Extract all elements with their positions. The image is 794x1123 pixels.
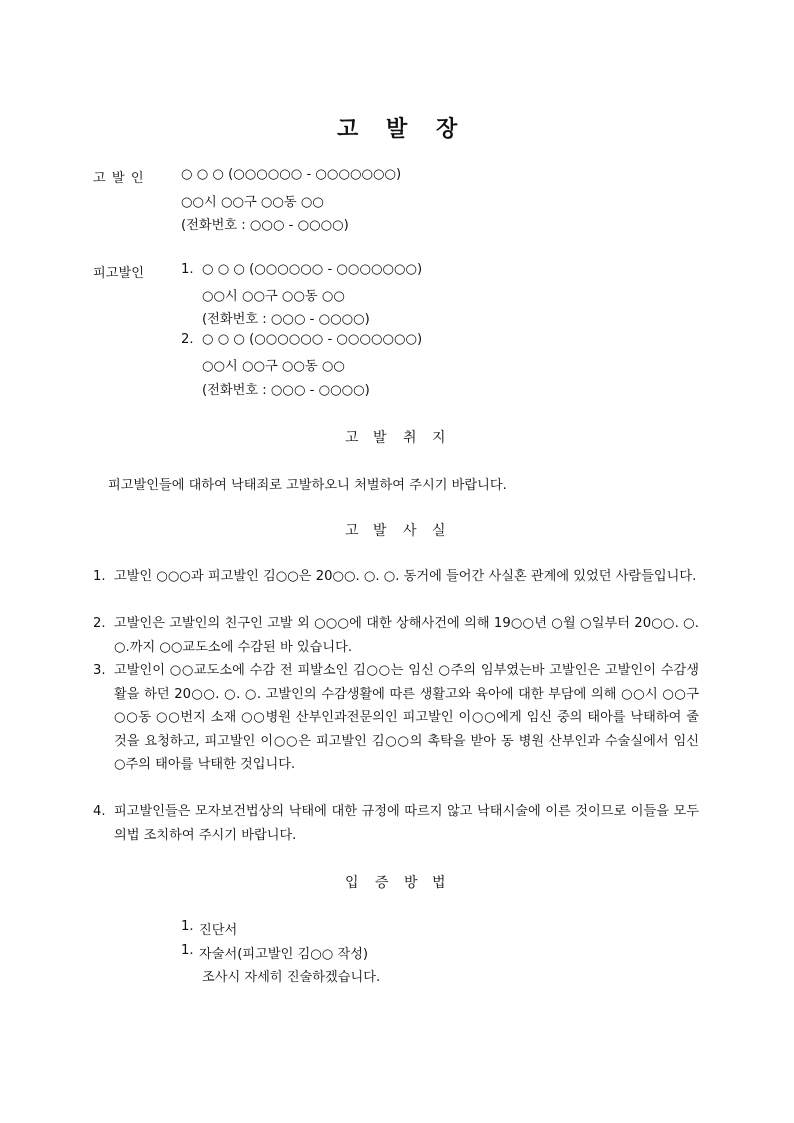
purpose-heading-char-2: 발 (373, 430, 387, 446)
fact-item-4 (93, 800, 699, 847)
purpose-text: 피고발인들에 대하여 낙태죄로 고발하오니 처벌하여 주시기 바랍니다. (108, 478, 507, 493)
complainant-phone: (전화번호 : ○○○ - ○○○○) (181, 218, 349, 233)
evidence-note: 조사시 자세히 진술하겠습니다. (202, 970, 381, 985)
evidence-2-text: 자술서(피고발인 김○○ 작성) (199, 947, 369, 962)
title-char-3: 장 (436, 117, 458, 142)
evidence-heading-char-1: 입 (345, 875, 359, 891)
complainant-address: ○○시 ○○구 ○○동 ○○ (181, 195, 324, 210)
fact-3-text: 고발인이 ○○교도소에 수감 전 피발소인 김○○는 임신 ○주의 임부였는바 고발인은 고발인이 수감생활을 하던 20○○. ○. ○. 고발인의 수감생활에 따른 생활고와 육아에 대한 부담에 의해 ○○시 ○○구 ○○동 ○○번지 소재 ○○병원 산부인과전문의인 피고발인 이○○에게 임신 중의 태아를 낙태하여 줄 것을 요청하고, 피고발인 이○○은 피고발인 김○○의 촉탁을 받아 동 병원 산부인과 수술실에서 임신 ○주의 태아를 낙태한 것입니다. (114, 663, 699, 773)
title-char-1: 고 (337, 117, 359, 142)
defendant-1-number: 1. (181, 262, 194, 277)
evidence-2-number: 1. (181, 943, 194, 958)
defendant-1-address: ○○시 ○○구 ○○동 ○○ (202, 289, 345, 304)
fact-item-2 (93, 612, 699, 659)
purpose-heading-char-3: 취 (403, 430, 417, 446)
defendant-1-name-line: ○ ○ ○ (○○○○○○ - ○○○○○○○) (202, 262, 423, 277)
fact-item-3 (93, 659, 699, 777)
fact-1-number: 1. (93, 569, 106, 584)
defendant-2-name-line: ○ ○ ○ (○○○○○○ - ○○○○○○○) (202, 332, 423, 347)
purpose-heading-char-1: 고 (345, 430, 359, 446)
complainant-name-line: ○ ○ ○ (○○○○○○ - ○○○○○○○) (181, 167, 402, 182)
fact-item-1 (93, 565, 699, 589)
fact-4-number: 4. (93, 804, 106, 819)
title-char-2: 발 (386, 117, 408, 142)
fact-2-text: 고발인은 고발인의 친구인 고발 외 ○○○에 대한 상해사건에 의해 19○○년 ○월 ○일부터 20○○. ○. ○.까지 ○○교도소에 수감된 바 있습니다. (114, 616, 699, 655)
evidence-heading-char-4: 법 (432, 875, 446, 891)
defendant-2-number: 2. (181, 332, 194, 347)
defendant-2-phone: (전화번호 : ○○○ - ○○○○) (202, 383, 370, 398)
defendant-2-address: ○○시 ○○구 ○○동 ○○ (202, 359, 345, 374)
evidence-heading-char-3: 방 (404, 875, 418, 891)
purpose-heading-char-4: 지 (432, 430, 446, 446)
complainant-label: 고 발 인 (93, 171, 145, 186)
fact-3-number: 3. (93, 663, 106, 678)
evidence-heading-char-2: 증 (375, 875, 389, 891)
facts-heading-char-2: 발 (373, 523, 387, 539)
defendants-label: 피고발인 (93, 266, 144, 281)
defendant-1-phone: (전화번호 : ○○○ - ○○○○) (202, 312, 370, 327)
fact-4-text: 피고발인들은 모자보건법상의 낙태에 대한 규정에 따르지 않고 낙태시술에 이른 것이므로 이들을 모두 의법 조치하여 주시기 바랍니다. (114, 804, 699, 843)
fact-1-text: 고발인 ○○○과 피고발인 김○○은 20○○. ○. ○. 동거에 들어간 사실혼 관계에 있었던 사람들입니다. (114, 569, 697, 584)
facts-heading-char-1: 고 (345, 523, 359, 539)
fact-2-number: 2. (93, 616, 106, 631)
facts-heading-char-3: 사 (403, 523, 417, 539)
facts-heading-char-4: 실 (432, 523, 446, 539)
evidence-1-text: 진단서 (199, 923, 238, 938)
evidence-1-number: 1. (181, 919, 194, 934)
